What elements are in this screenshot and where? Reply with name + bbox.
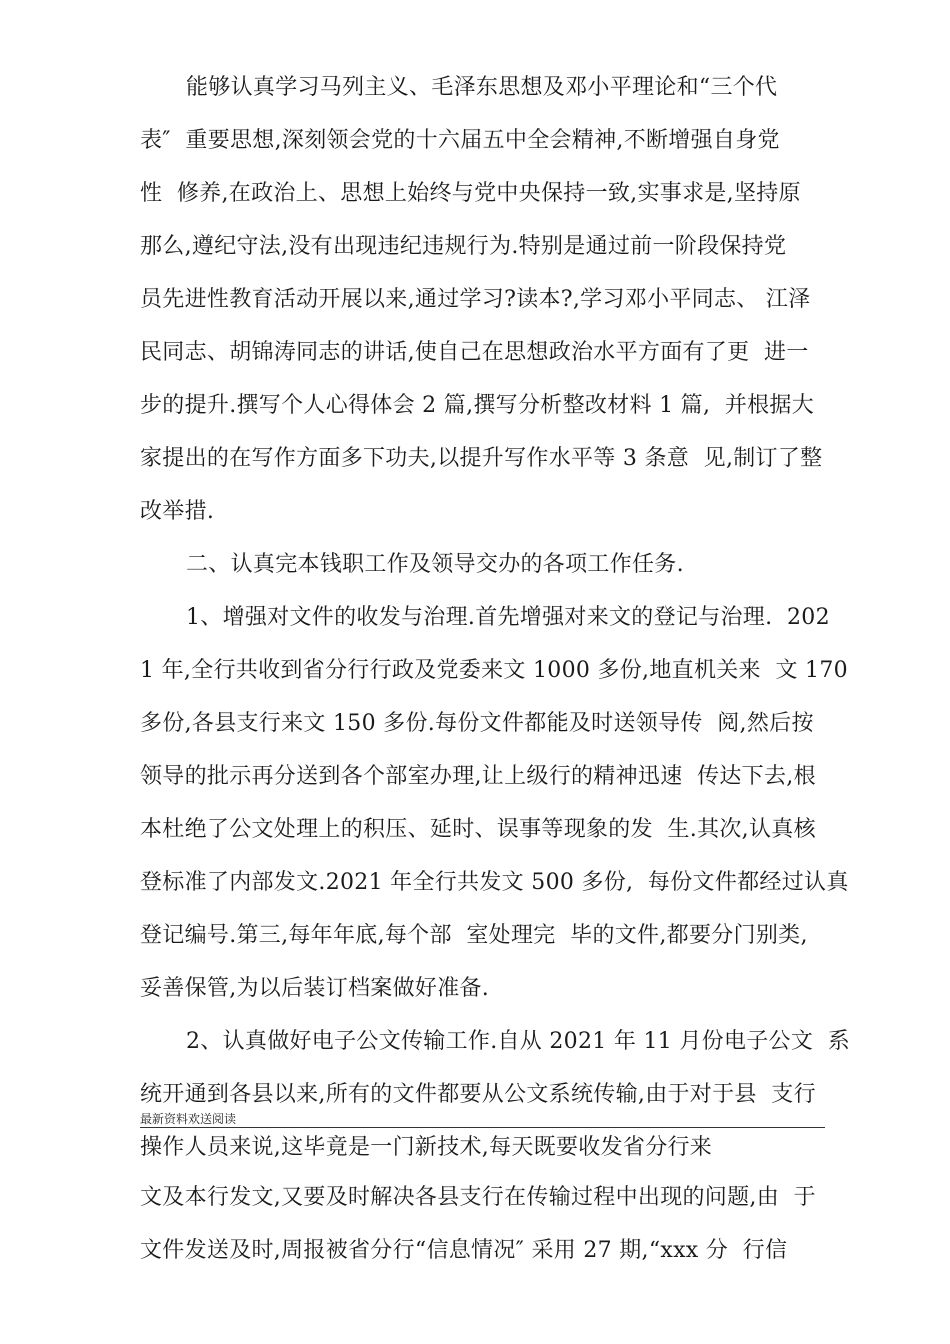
paragraph-line: 民同志、胡锦涛同志的讲话,使自己在思想政治水平方面有了更 进一 <box>140 340 809 365</box>
paragraph-line: 操作人员来说,这毕竟是一门新技术,每天既要收发省分行来 <box>140 1135 713 1160</box>
paragraph-line: 本杜绝了公文处理上的积压、延时、误事等现象的发 生.其次,认真核 <box>140 817 816 842</box>
paragraph-line: 2、认真做好电子公文传输工作.自从 2021 年 11 月份电子公文 系 <box>186 1029 851 1054</box>
paragraph-line: 家提出的在写作方面多下功夫,以提升写作水平等 3 条意 见,制订了整 <box>140 446 823 471</box>
paragraph-line: 文件发送及时,周报被省分行“信息情况″ 采用 27 期,“xxx 分 行信 <box>140 1238 788 1263</box>
paragraph-line: 改举措. <box>140 499 215 524</box>
paragraph-line: 能够认真学习马列主义、毛泽东思想及邓小平理论和“三个代 <box>186 75 778 100</box>
section-heading: 二、认真完本钱职工作及领导交办的各项工作任务. <box>186 552 684 577</box>
paragraph-line: 文及本行发文,又要及时解决各县支行在传输过程中出现的问题,由 于 <box>140 1185 816 1210</box>
paragraph-line: 1 年,全行共收到省分行行政及党委来文 1000 多份,地直机关来 文 170 <box>140 658 848 683</box>
paragraph-line: 性 修养,在政治上、思想上始终与党中央保持一致,实事求是,坚持原 <box>140 181 801 206</box>
paragraph-line: 1、增强对文件的收发与治理.首先增强对来文的登记与治理. 202 <box>186 605 830 630</box>
paragraph-line: 步的提升.撰写个人心得体会 2 篇,撰写分析整改材料 1 篇, 并根据大 <box>140 393 815 418</box>
paragraph-line: 多份,各县支行来文 150 多份.每份文件都能及时送领导传 阅,然后按 <box>140 711 814 736</box>
paragraph-line: 表″ 重要思想,深刻领会党的十六届五中全会精神,不断增强自身党 <box>140 128 780 153</box>
paragraph-line: 统开通到各县以来,所有的文件都要从公文系统传输,由于对于县 支行 <box>140 1082 816 1107</box>
paragraph-line: 登记编号.第三,每年年底,每个部 室处理完 毕的文件,都要分门别类, <box>140 923 808 948</box>
paragraph-line: 员先进性教育活动开展以来,通过学习?读本?,学习邓小平同志、 江泽 <box>140 287 811 312</box>
paragraph-line: 领导的批示再分送到各个部室办理,让上级行的精神迅速 传达下去,根 <box>140 764 816 789</box>
paragraph-line: 那么,遵纪守法,没有出现违纪违规行为.特别是通过前一阶段保持党 <box>140 234 787 259</box>
footer-note: 最新资料欢送阅读 <box>140 1112 237 1126</box>
footer-divider <box>140 1127 825 1128</box>
paragraph-line: 妥善保管,为以后装订档案做好准备. <box>140 976 490 1001</box>
paragraph-line: 登标准了内部发文.2021 年全行共发文 500 多份, 每份文件都经过认真 <box>140 870 849 895</box>
